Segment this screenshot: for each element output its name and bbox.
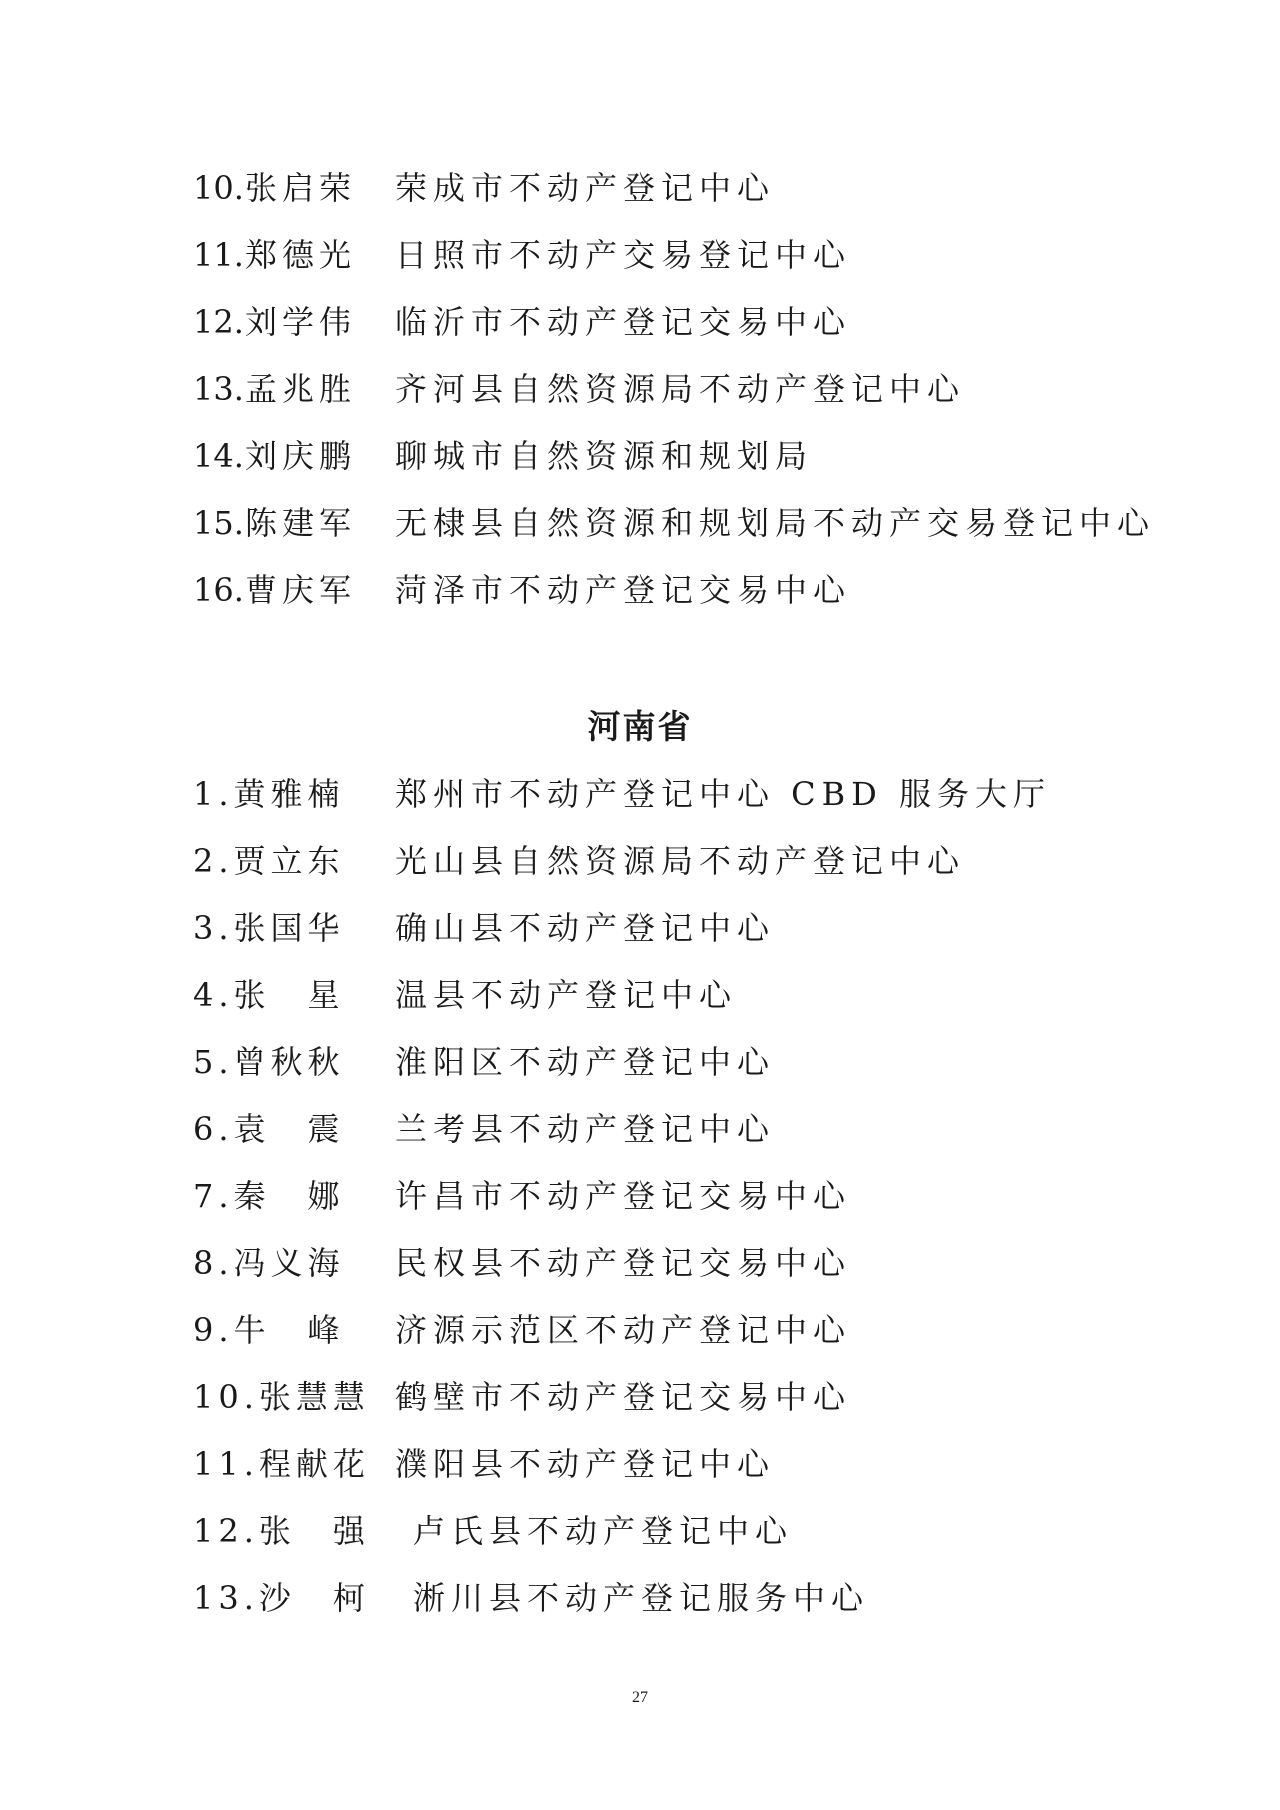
page-number: 27 bbox=[632, 1689, 648, 1706]
item-number: 4. bbox=[193, 976, 234, 1014]
item-number: 2. bbox=[193, 842, 234, 880]
list-item bbox=[193, 1372, 1193, 1422]
organization: 无棣县自然资源和规划局不动产交易登记中心 bbox=[395, 504, 1156, 542]
organization: 郑州市不动产登记中心 CBD 服务大厅 bbox=[395, 775, 1052, 813]
organization: 温县不动产登记中心 bbox=[395, 976, 738, 1014]
list-item bbox=[193, 903, 1193, 953]
person-name: 张启荣 bbox=[245, 169, 357, 207]
list-item bbox=[193, 1171, 1193, 1221]
person-name: 程献花 bbox=[258, 1445, 370, 1483]
person-name: 贾立东 bbox=[233, 842, 345, 880]
person-name: 沙 柯 bbox=[258, 1579, 370, 1617]
person-name: 曾秋秋 bbox=[233, 1043, 345, 1081]
item-number: 16. bbox=[193, 571, 244, 609]
list-item bbox=[193, 565, 1193, 615]
list-item bbox=[193, 431, 1193, 481]
person-name: 张 强 bbox=[258, 1512, 370, 1550]
list-item bbox=[193, 297, 1193, 347]
item-number: 11. bbox=[193, 236, 244, 274]
list-item bbox=[193, 836, 1193, 886]
organization: 淮阳区不动产登记中心 bbox=[395, 1043, 776, 1081]
organization: 许昌市不动产登记交易中心 bbox=[395, 1177, 852, 1215]
person-name: 陈建军 bbox=[245, 504, 357, 542]
item-number: 15. bbox=[193, 504, 244, 542]
list-item bbox=[193, 1305, 1193, 1355]
list-item bbox=[193, 163, 1193, 213]
person-name: 袁 震 bbox=[233, 1110, 345, 1148]
item-number: 9. bbox=[193, 1311, 234, 1349]
person-name: 张慧慧 bbox=[258, 1378, 370, 1416]
organization: 济源示范区不动产登记中心 bbox=[395, 1311, 852, 1349]
item-number: 11. bbox=[193, 1445, 259, 1483]
person-name: 冯义海 bbox=[233, 1244, 345, 1282]
person-name: 张 星 bbox=[233, 976, 345, 1014]
person-name: 黄雅楠 bbox=[233, 775, 345, 813]
organization: 民权县不动产登记交易中心 bbox=[395, 1244, 852, 1282]
list-item bbox=[193, 1104, 1193, 1154]
person-name: 牛 峰 bbox=[233, 1311, 345, 1349]
list-item bbox=[193, 1506, 1193, 1556]
organization: 荣成市不动产登记中心 bbox=[395, 169, 776, 207]
organization: 光山县自然资源局不动产登记中心 bbox=[395, 842, 966, 880]
organization: 鹤壁市不动产登记交易中心 bbox=[395, 1378, 852, 1416]
person-name: 张国华 bbox=[233, 909, 345, 947]
item-number: 10. bbox=[193, 1378, 259, 1416]
organization: 卢氏县不动产登记中心 bbox=[413, 1512, 794, 1550]
list-item bbox=[193, 970, 1193, 1020]
person-name: 刘庆鹏 bbox=[245, 437, 357, 475]
item-number: 7. bbox=[193, 1177, 234, 1215]
organization: 菏泽市不动产登记交易中心 bbox=[395, 571, 852, 609]
person-name: 曹庆军 bbox=[245, 571, 357, 609]
list-item bbox=[193, 1037, 1193, 1087]
organization: 齐河县自然资源局不动产登记中心 bbox=[395, 370, 966, 408]
list-item bbox=[193, 1238, 1193, 1288]
item-number: 5. bbox=[193, 1043, 234, 1081]
list-item bbox=[193, 1439, 1193, 1489]
item-number: 3. bbox=[193, 909, 234, 947]
item-number: 12. bbox=[193, 1512, 259, 1550]
organization: 临沂市不动产登记交易中心 bbox=[395, 303, 852, 341]
list-item bbox=[193, 769, 1193, 819]
organization: 确山县不动产登记中心 bbox=[395, 909, 776, 947]
item-number: 13. bbox=[193, 1579, 259, 1617]
person-name: 郑德光 bbox=[245, 236, 357, 274]
section-title-henan: 河南省 bbox=[587, 707, 693, 746]
item-number: 8. bbox=[193, 1244, 234, 1282]
person-name: 刘学伟 bbox=[245, 303, 357, 341]
organization: 淅川县不动产登记服务中心 bbox=[413, 1579, 870, 1617]
item-number: 6. bbox=[193, 1110, 234, 1148]
organization: 日照市不动产交易登记中心 bbox=[395, 236, 852, 274]
item-number: 12. bbox=[193, 303, 244, 341]
item-number: 13. bbox=[193, 370, 244, 408]
list-item bbox=[193, 498, 1193, 548]
item-number: 10. bbox=[193, 169, 244, 207]
list-item bbox=[193, 230, 1193, 280]
organization: 兰考县不动产登记中心 bbox=[395, 1110, 776, 1148]
organization: 聊城市自然资源和规划局 bbox=[395, 437, 814, 475]
item-number: 14. bbox=[193, 437, 244, 475]
list-item bbox=[193, 1573, 1193, 1623]
person-name: 秦 娜 bbox=[233, 1177, 345, 1215]
list-item bbox=[193, 364, 1193, 414]
item-number: 1. bbox=[193, 775, 234, 813]
organization: 濮阳县不动产登记中心 bbox=[395, 1445, 776, 1483]
person-name: 孟兆胜 bbox=[245, 370, 357, 408]
